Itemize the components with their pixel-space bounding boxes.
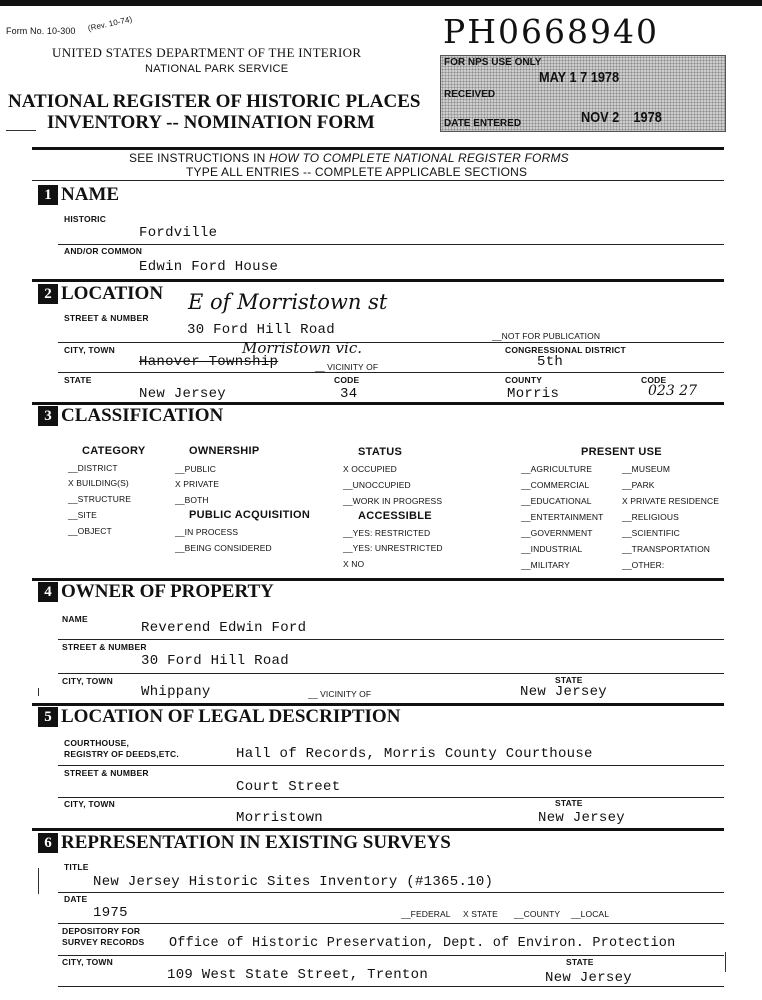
ownership-heading: OWNERSHIP bbox=[189, 445, 260, 457]
use-private-residence: X PRIVATE RESIDENCE bbox=[622, 496, 719, 506]
category-object: __OBJECT bbox=[68, 526, 112, 536]
rule-top bbox=[32, 147, 724, 150]
instructions-line1: SEE INSTRUCTIONS IN HOW TO COMPLETE NATIONAL REGISTER FORMS bbox=[129, 151, 569, 165]
legal-street-label: STREET & NUMBER bbox=[64, 768, 149, 778]
level-state: X STATE bbox=[463, 909, 498, 919]
rule-s5 bbox=[32, 828, 724, 831]
use-military: __MILITARY bbox=[521, 560, 570, 570]
form-revision: (Rev. 10-74) bbox=[87, 14, 134, 33]
survey-city: 109 West State Street, Trenton bbox=[167, 967, 429, 983]
state-label: STATE bbox=[64, 375, 92, 385]
survey-state-label: STATE bbox=[566, 957, 594, 967]
county-code-value: 023 27 bbox=[648, 383, 697, 399]
form-number: Form No. 10-300 bbox=[6, 26, 76, 36]
level-county: __COUNTY bbox=[514, 909, 561, 919]
status-unoccupied: __UNOCCUPIED bbox=[343, 480, 411, 490]
category-district: __DISTRICT bbox=[68, 463, 118, 473]
scan-mark bbox=[38, 868, 39, 894]
owner-state-label: STATE bbox=[555, 675, 583, 685]
acquisition-being-considered: __BEING CONSIDERED bbox=[175, 543, 272, 553]
section-5-header: 5 LOCATION OF LEGAL DESCRIPTION bbox=[38, 706, 400, 728]
city-town-label: CITY, TOWN bbox=[64, 345, 115, 355]
ownership-public: __PUBLIC bbox=[175, 464, 216, 474]
category-site: __SITE bbox=[68, 510, 97, 520]
use-transportation: __TRANSPORTATION bbox=[622, 544, 711, 554]
congressional-district-label: CONGRESSIONAL DISTRICT bbox=[505, 345, 626, 355]
accessible-restricted: __YES: RESTRICTED bbox=[343, 528, 431, 538]
rule-depository bbox=[58, 955, 724, 956]
use-park: __PARK bbox=[622, 480, 655, 490]
use-religious: __RELIGIOUS bbox=[622, 512, 679, 522]
depository-label: DEPOSITORY FOR bbox=[62, 926, 141, 936]
scan-mark bbox=[38, 688, 39, 696]
street-address: 30 Ford Hill Road bbox=[187, 322, 335, 338]
received-label: RECEIVED bbox=[444, 89, 496, 100]
form-title-line2: INVENTORY -- NOMINATION FORM bbox=[47, 112, 375, 133]
county-label: COUNTY bbox=[505, 375, 543, 385]
legal-state-label: STATE bbox=[555, 798, 583, 808]
present-use-heading: PRESENT USE bbox=[581, 446, 662, 458]
legal-street: Court Street bbox=[236, 779, 341, 795]
level-local: __LOCAL bbox=[571, 909, 610, 919]
section-4-header: 4 OWNER OF PROPERTY bbox=[38, 581, 274, 603]
common-name: Edwin Ford House bbox=[139, 259, 279, 275]
accessible-unrestricted: __YES: UNRESTRICTED bbox=[343, 543, 443, 553]
category-heading: CATEGORY bbox=[82, 445, 146, 457]
category-buildings: X BUILDING(S) bbox=[68, 478, 129, 488]
rule-owner-name bbox=[58, 639, 724, 640]
survey-records-label: SURVEY RECORDS bbox=[62, 937, 145, 947]
congressional-district-value: 5th bbox=[537, 354, 564, 370]
survey-title: New Jersey Historic Sites Inventory (#1365.10) bbox=[93, 874, 494, 890]
owner-vicinity-of: __ VICINITY OF bbox=[308, 689, 372, 699]
received-stamp: MAY 1 7 1978 bbox=[539, 69, 620, 86]
accessible-heading: ACCESSIBLE bbox=[358, 510, 432, 522]
section-6-header: 6 REPRESENTATION IN EXISTING SURVEYS bbox=[38, 832, 451, 854]
section-1-header: 1 NAME bbox=[38, 184, 119, 206]
survey-city-label: CITY, TOWN bbox=[62, 957, 113, 967]
rule-legal-street bbox=[58, 797, 724, 798]
depository-value: Office of Historic Preservation, Dept. of Environ. Protection bbox=[169, 936, 676, 951]
historic-label: HISTORIC bbox=[64, 214, 107, 224]
survey-date-label: DATE bbox=[64, 894, 88, 904]
legal-city-label: CITY, TOWN bbox=[64, 799, 115, 809]
street-number-label: STREET & NUMBER bbox=[64, 313, 149, 323]
survey-title-label: TITLE bbox=[64, 862, 89, 872]
rule-historic bbox=[58, 244, 724, 245]
ownership-private: X PRIVATE bbox=[175, 479, 220, 489]
common-name-label: AND/OR COMMON bbox=[64, 246, 143, 256]
nps-use-box bbox=[440, 55, 726, 132]
rule-street bbox=[58, 342, 724, 343]
rule-owner-street bbox=[58, 673, 724, 674]
accessible-no: X NO bbox=[343, 559, 365, 569]
county-code-label: CODE bbox=[641, 375, 667, 385]
date-entered-stamp: NOV 2 1978 bbox=[581, 109, 662, 126]
rule-s1 bbox=[32, 279, 724, 282]
date-entered-label: DATE ENTERED bbox=[444, 118, 522, 129]
owner-city: Whippany bbox=[141, 684, 211, 700]
status-work-in-progress: __WORK IN PROGRESS bbox=[343, 496, 443, 506]
use-educational: __EDUCATIONAL bbox=[521, 496, 592, 506]
owner-street-label: STREET & NUMBER bbox=[62, 642, 147, 652]
state-code-value: 34 bbox=[340, 386, 358, 402]
top-border bbox=[0, 0, 762, 6]
not-for-publication: __NOT FOR PUBLICATION bbox=[492, 331, 601, 341]
form-title-line1: NATIONAL REGISTER OF HISTORIC PLACES bbox=[8, 91, 421, 112]
registry-label: REGISTRY OF DEEDS,ETC. bbox=[64, 749, 179, 759]
legal-state: New Jersey bbox=[538, 810, 626, 826]
rule-courthouse bbox=[58, 765, 724, 766]
ownership-both: __BOTH bbox=[175, 495, 209, 505]
rule-survey-date bbox=[58, 923, 724, 924]
handwritten-street-note: E of Morristown st bbox=[188, 290, 388, 314]
vicinity-of: __ VICINITY OF bbox=[315, 362, 379, 372]
rule-survey-city bbox=[58, 986, 724, 987]
use-other: __OTHER: bbox=[622, 560, 665, 570]
owner-street: 30 Ford Hill Road bbox=[141, 653, 289, 669]
owner-state: New Jersey bbox=[520, 684, 608, 700]
rule-survey-title bbox=[58, 892, 724, 893]
handwritten-id: PH0668940 bbox=[443, 12, 659, 51]
level-federal: __FEDERAL bbox=[401, 909, 451, 919]
owner-city-label: CITY, TOWN bbox=[62, 676, 113, 686]
instructions-line2: TYPE ALL ENTRIES -- COMPLETE APPLICABLE SECTIONS bbox=[186, 165, 528, 179]
courthouse-label: COURTHOUSE, bbox=[64, 738, 130, 748]
rule-city bbox=[58, 372, 724, 373]
use-scientific: __SCIENTIFIC bbox=[622, 528, 680, 538]
use-government: __GOVERNMENT bbox=[521, 528, 593, 538]
use-agriculture: __AGRICULTURE bbox=[521, 464, 593, 474]
owner-name: Reverend Edwin Ford bbox=[141, 620, 307, 636]
section-3-header: 3 CLASSIFICATION bbox=[38, 405, 223, 427]
acquisition-in-process: __IN PROCESS bbox=[175, 527, 239, 537]
section-2-header: 2 LOCATION bbox=[38, 283, 163, 305]
county-value: Morris bbox=[507, 386, 560, 402]
use-museum: __MUSEUM bbox=[622, 464, 671, 474]
use-commercial: __COMMERCIAL bbox=[521, 480, 590, 490]
state-code-label: CODE bbox=[334, 375, 360, 385]
survey-date: 1975 bbox=[93, 905, 128, 921]
title-mark bbox=[6, 130, 36, 131]
legal-city: Morristown bbox=[236, 810, 324, 826]
historic-name: Fordville bbox=[139, 225, 218, 241]
courthouse-value: Hall of Records, Morris County Courthouse bbox=[236, 746, 593, 762]
category-structure: __STRUCTURE bbox=[68, 494, 131, 504]
city-town-value: Hanover Township bbox=[139, 354, 279, 370]
status-heading: STATUS bbox=[358, 446, 403, 458]
department-name: UNITED STATES DEPARTMENT OF THE INTERIOR bbox=[52, 45, 362, 60]
survey-state: New Jersey bbox=[545, 970, 633, 986]
service-name: NATIONAL PARK SERVICE bbox=[145, 63, 289, 75]
rule-instructions bbox=[32, 180, 724, 181]
owner-name-label: NAME bbox=[62, 614, 88, 624]
city-handwritten-note: Morristown vic. bbox=[242, 339, 362, 357]
nps-use-label: FOR NPS USE ONLY bbox=[444, 57, 542, 68]
use-entertainment: __ENTERTAINMENT bbox=[521, 512, 604, 522]
state-value: New Jersey bbox=[139, 386, 227, 402]
use-industrial: __INDUSTRIAL bbox=[521, 544, 583, 554]
scan-mark bbox=[725, 952, 726, 972]
public-acquisition-heading: PUBLIC ACQUISITION bbox=[189, 509, 311, 521]
status-occupied: X OCCUPIED bbox=[343, 464, 397, 474]
